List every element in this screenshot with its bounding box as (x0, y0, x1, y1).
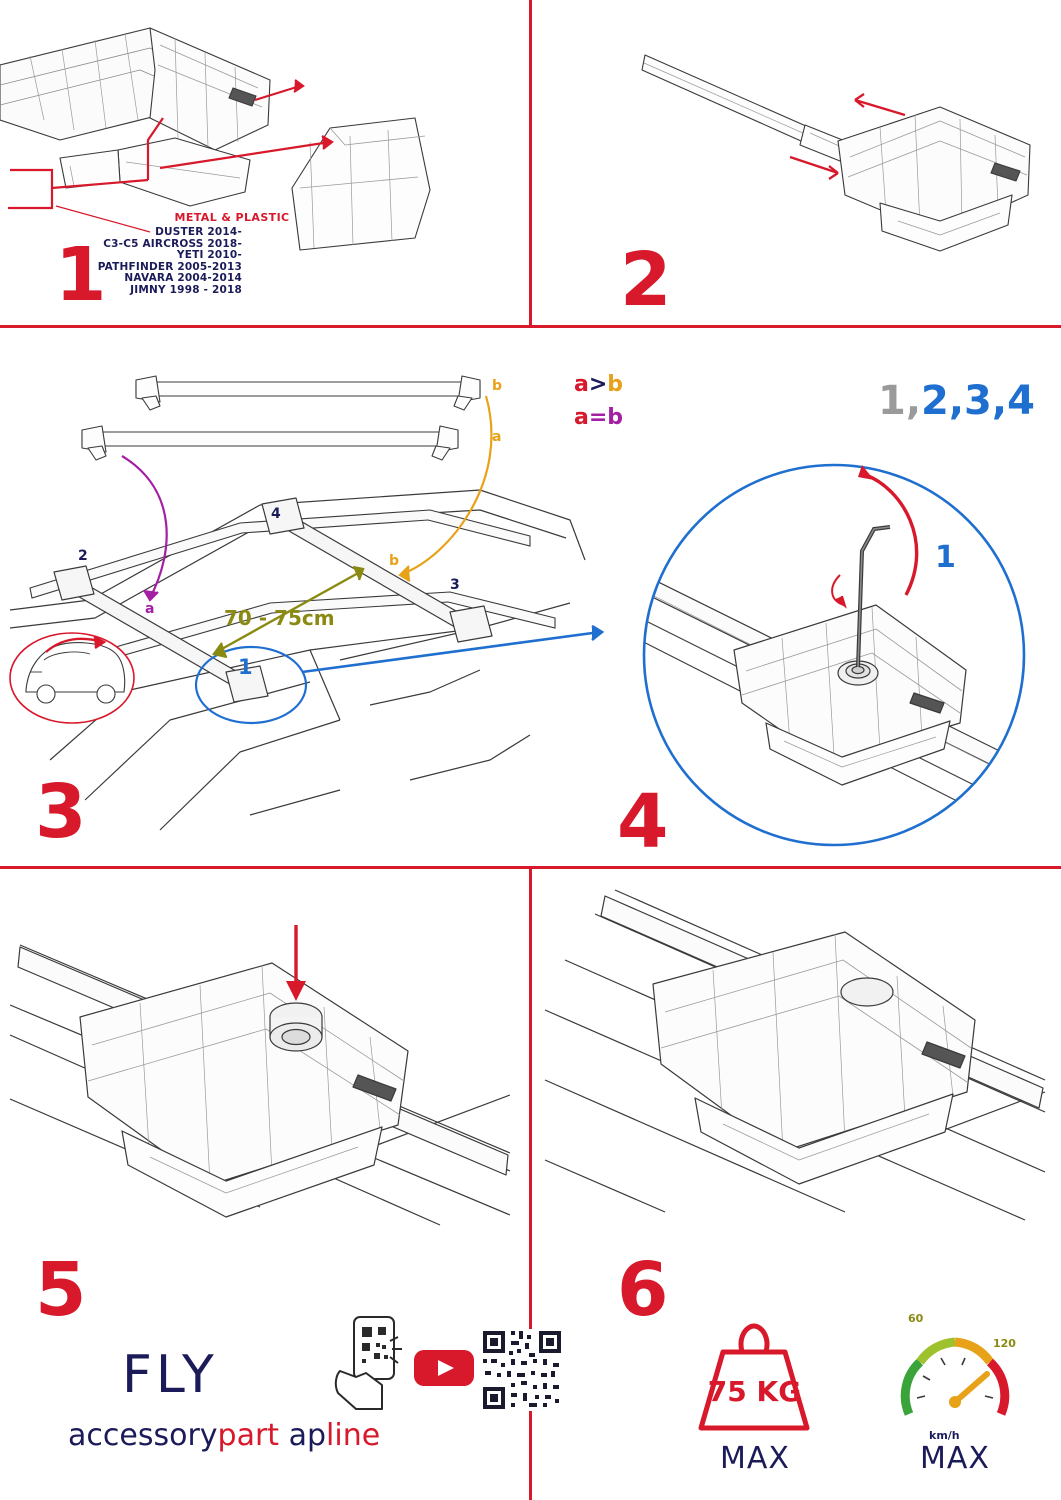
divider-col-top (529, 0, 532, 325)
marker-4: 4 (271, 506, 281, 522)
step-number-6: 6 (617, 1247, 667, 1333)
bar-label-a-roof: a (145, 601, 155, 617)
panel-4-illustration (614, 455, 1054, 835)
panel-6-illustration (545, 880, 1045, 1220)
vehicle-item: C3-C5 AIRCROSS 2018- (103, 237, 242, 250)
vehicle-item: NAVARA 2004-2014 (124, 272, 242, 284)
step4-detail-marker: 1 (935, 540, 956, 575)
speed-limit-icon (895, 1318, 1015, 1434)
compare1-a: a (574, 372, 589, 397)
marker-2: 2 (78, 548, 88, 564)
bar-label-a-top: a (492, 429, 502, 445)
step-number-4: 4 (617, 779, 667, 865)
youtube-icon[interactable] (413, 1345, 475, 1391)
metal-plastic-note: METAL & PLASTIC (174, 211, 290, 224)
brand-title-fly: FLY (122, 1345, 218, 1405)
panel-2-illustration (640, 45, 1050, 265)
divider-row-1 (0, 325, 1061, 328)
marker-1: 1 (238, 655, 253, 679)
compare2-b: b (607, 405, 624, 430)
vehicle-item: YETI 2010- (176, 249, 242, 261)
vehicle-item: DUSTER 2014- (155, 226, 242, 238)
gauge-tick-high: 120 (993, 1337, 1016, 1350)
compare1-b: b (607, 372, 624, 397)
bar-label-b-top: b (492, 378, 503, 394)
tagline-ap: ap (288, 1418, 327, 1453)
measurement-label: 70 - 75cm (224, 606, 335, 630)
sequence-part-blue: 2,3,4 (921, 378, 1035, 424)
vehicle-item: PATHFINDER 2005-2013 (97, 260, 242, 273)
step-number-2: 2 (620, 237, 670, 323)
speed-unit-label: km/h (929, 1429, 960, 1442)
sequence-part-grey: 1, (878, 378, 922, 424)
gauge-tick-low: 60 (908, 1312, 924, 1325)
phone-scan-icon (330, 1313, 410, 1413)
speed-max-label: MAX (920, 1441, 990, 1476)
compare2-a: a (574, 405, 589, 430)
sequence-1234 (878, 378, 1035, 424)
panel-3-illustration (10, 360, 600, 840)
tagline-accessory: accessory (68, 1418, 218, 1453)
qr-code-icon (481, 1329, 563, 1411)
brand-tagline (68, 1418, 380, 1453)
compare2-op: = (588, 405, 608, 430)
step-number-3: 3 (35, 769, 85, 855)
vehicle-item: JIMNY 1998 - 2018 (130, 283, 242, 296)
comparison-a-equals-b (574, 405, 623, 430)
comparison-a-greater-b (574, 372, 623, 397)
step-number-1: 1 (55, 232, 105, 318)
weight-value: 75 KG (707, 1375, 802, 1408)
compare1-op: > (588, 372, 608, 397)
weight-max-label: MAX (720, 1441, 790, 1476)
panel-5-illustration (10, 885, 510, 1225)
bar-label-b-roof: b (389, 553, 400, 569)
tagline-line: line (326, 1418, 381, 1453)
tagline-part: part (217, 1418, 280, 1453)
marker-3: 3 (450, 577, 460, 593)
step-number-5: 5 (35, 1247, 85, 1333)
